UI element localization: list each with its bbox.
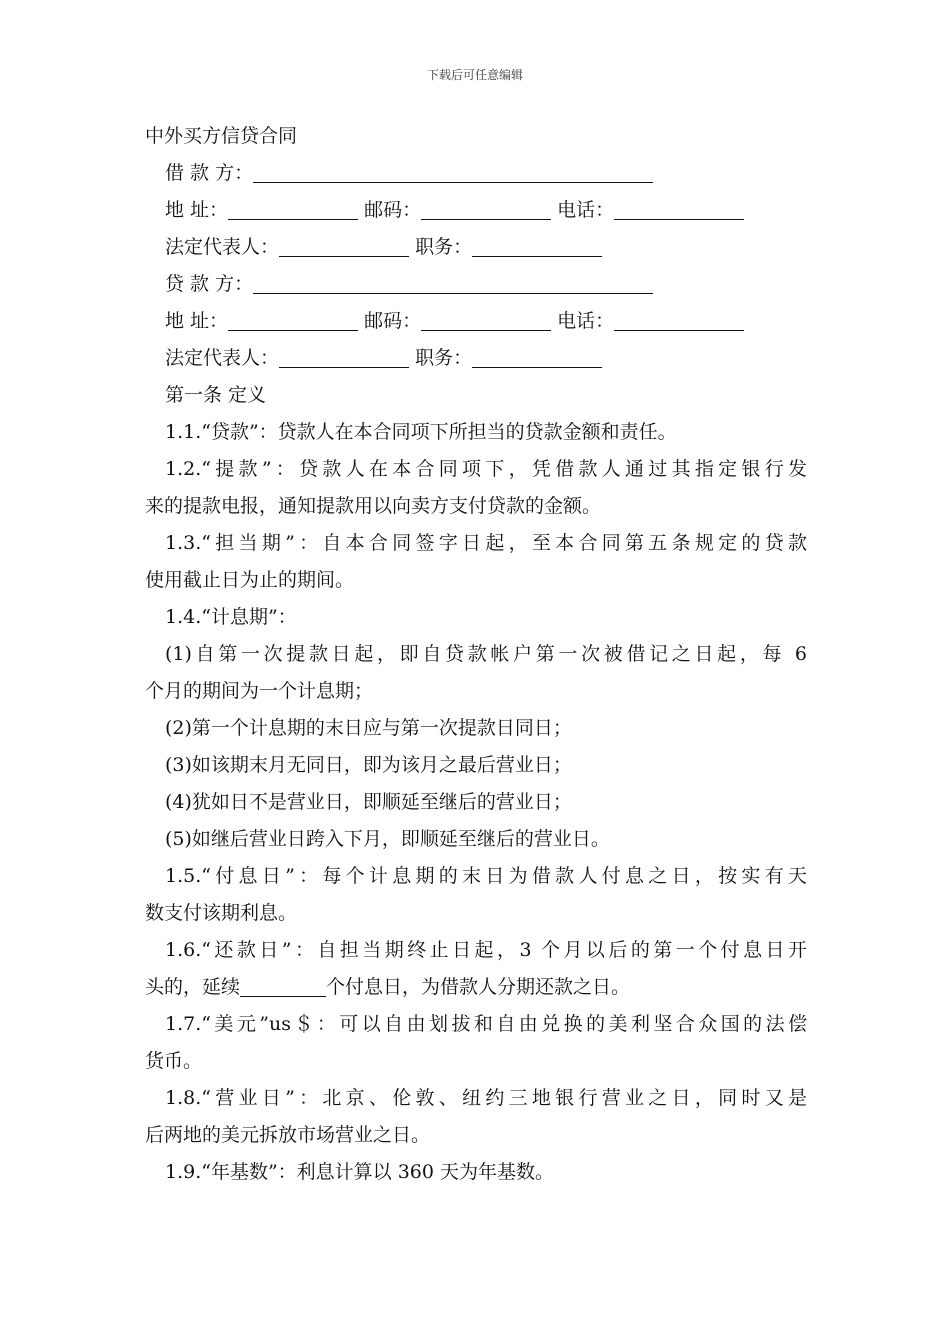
borrower-rep-field[interactable]	[279, 232, 409, 257]
phone-label: 电话：	[557, 199, 615, 221]
borrower-address-line	[145, 192, 807, 229]
clause-1-1: 1.1.“贷款”：贷款人在本合同项下所担当的贷款金额和责任。	[165, 421, 677, 443]
position-label: 职务：	[415, 347, 473, 369]
clause-1-5-line1: 1.5.“付息日”：每个计息期的末日为借款人付息之日，按实有天	[165, 865, 807, 887]
clause-1-3-line2: 使用截止日为止的期间。	[145, 569, 355, 591]
borrower-rep-line	[145, 229, 807, 266]
lender-name-field[interactable]	[253, 269, 653, 294]
clause-1-2-line1: 1.2.“提款”：贷款人在本合同项下，凭借款人通过其指定银行发	[165, 458, 807, 480]
clause-1-9: 1.9.“年基数”：利息计算以 360 天为年基数。	[165, 1161, 555, 1183]
repayment-count-field[interactable]	[240, 972, 326, 997]
borrower-label: 借 款 方：	[165, 162, 254, 184]
lender-rep-line	[145, 340, 807, 377]
position-label: 职务：	[415, 236, 473, 258]
clause-1-5-line2: 数支付该期利息。	[145, 902, 298, 924]
phone-label: 电话：	[557, 310, 615, 332]
postcode-label: 邮码：	[364, 310, 422, 332]
lender-postcode-field[interactable]	[421, 306, 551, 331]
borrower-address-field[interactable]	[228, 195, 358, 220]
lender-line	[145, 266, 807, 303]
clause-1-4-4: (4)犹如日不是营业日，即顺延至继后的营业日；	[165, 791, 572, 813]
document-body	[145, 118, 807, 1191]
borrower-name-field[interactable]	[253, 158, 653, 183]
address-label: 地 址：	[165, 199, 229, 221]
lender-position-field[interactable]	[472, 343, 602, 368]
address-label: 地 址：	[165, 310, 229, 332]
clause-1-6	[145, 932, 807, 1006]
clause-1-4-1-line2: 个月的期间为一个计息期；	[145, 680, 374, 702]
clause-1-6-line1: 1.6.“还款日”：自担当期终止日起，3 个月以后的第一个付息日开	[165, 939, 807, 961]
clause-1-4-2: (2)第一个计息期的末日应与第一次提款日同日；	[165, 717, 572, 739]
borrower-phone-field[interactable]	[614, 195, 744, 220]
rep-label: 法定代表人：	[165, 236, 280, 258]
borrower-line	[145, 155, 807, 192]
header-note: 下载后可任意编辑	[426, 68, 523, 82]
clause-1-8-line2: 后两地的美元拆放市场营业之日。	[145, 1124, 431, 1146]
borrower-postcode-field[interactable]	[421, 195, 551, 220]
lender-phone-field[interactable]	[614, 306, 744, 331]
clause-1-6-post: 个付息日，为借款人分期还款之日。	[326, 976, 631, 998]
clause-1-6-line2	[145, 969, 807, 1006]
clause-1-5	[145, 858, 807, 932]
clause-1-6-pre: 头的，延续	[145, 976, 241, 998]
clause-1-4-3: (3)如该期末月无同日，即为该月之最后营业日；	[165, 754, 572, 776]
clause-1-4-1-line1: (1)自第一次提款日起，即自贷款帐户第一次被借记之日起，每 6	[165, 643, 807, 665]
clause-1-7-line1: 1.7.“美元”us＄：可以自由划拔和自由兑换的美利坚合众国的法偿	[165, 1013, 807, 1035]
clause-1-8	[145, 1080, 807, 1154]
clause-1-8-line1: 1.8.“营业日”：北京、伦敦、纽约三地银行营业之日，同时又是	[165, 1087, 807, 1109]
rep-label: 法定代表人：	[165, 347, 280, 369]
postcode-label: 邮码：	[364, 199, 422, 221]
clause-1-4-1	[145, 636, 807, 710]
clause-1-7-line2: 货币。	[145, 1050, 203, 1072]
clause-1-2	[145, 451, 807, 525]
clause-1-3	[145, 525, 807, 599]
clause-1-4-5: (5)如继后营业日跨入下月，即顺延至继后的营业日。	[165, 828, 610, 850]
lender-address-field[interactable]	[228, 306, 358, 331]
lender-address-line	[145, 303, 807, 340]
document-title: 中外买方信贷合同	[145, 125, 298, 147]
clause-1-4: 1.4.“计息期”：	[165, 606, 297, 628]
clause-1-2-line2: 来的提款电报，通知提款用以向卖方支付贷款的金额。	[145, 495, 602, 517]
borrower-position-field[interactable]	[472, 232, 602, 257]
lender-rep-field[interactable]	[279, 343, 409, 368]
lender-label: 贷 款 方：	[165, 273, 254, 295]
clause-1-3-line1: 1.3.“担当期”：自本合同签字日起，至本合同第五条规定的贷款	[165, 532, 807, 554]
clause-1-7	[145, 1006, 807, 1080]
article-heading: 第一条 定义	[165, 384, 267, 406]
